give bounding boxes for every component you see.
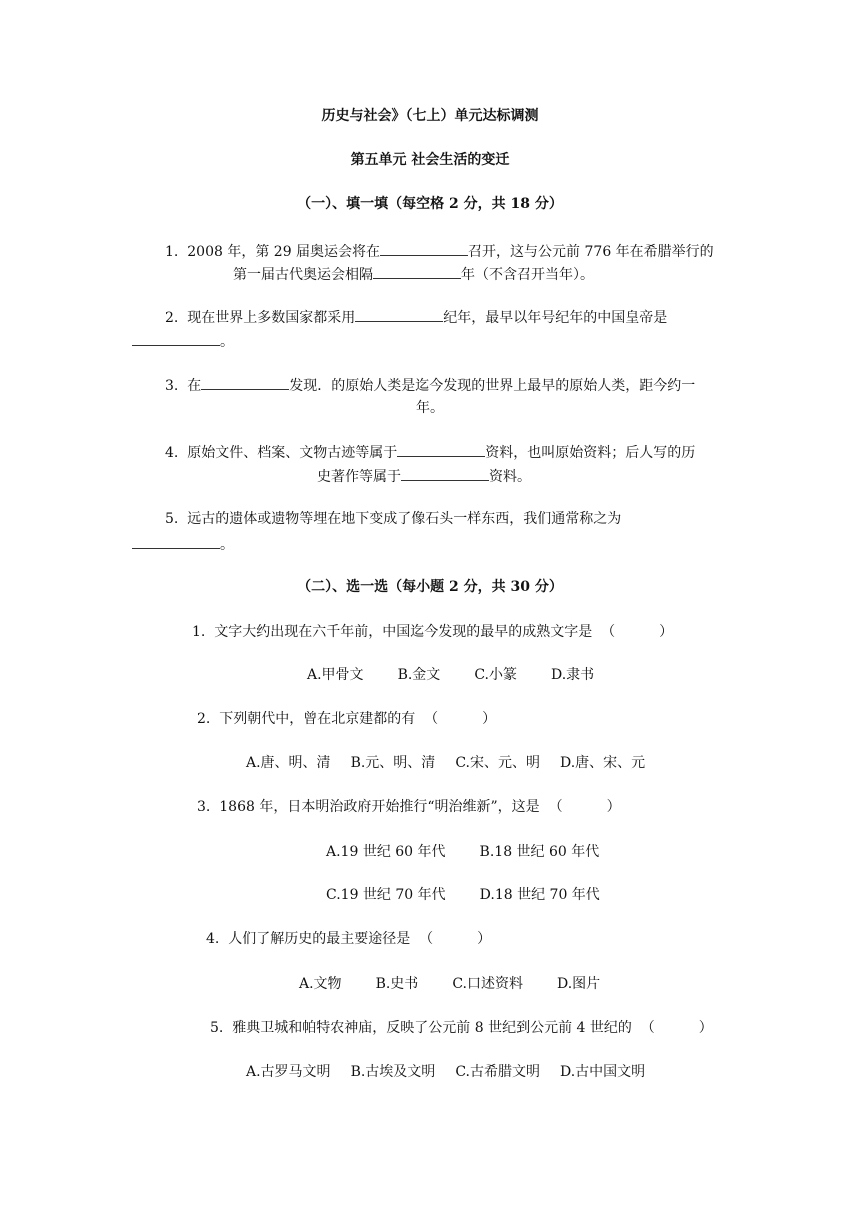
choice-question-2: 2. 下列朝代中，曾在北京建都的有 （ ） <box>197 711 497 727</box>
choice-question-5-options <box>246 1062 645 1082</box>
unit-subtitle: 第五单元 社会生活的变迁 <box>350 152 510 168</box>
section2-heading: （二）、选一选（每小题 2 分，共 30 分） <box>297 579 563 595</box>
option-a[interactable]: A.文物 <box>299 976 342 992</box>
option-a[interactable]: A.甲骨文 <box>307 667 364 683</box>
fill-question-2-line1: 2. 现在世界上多数国家都采用 纪年，最早以年号纪年的中国皇帝是 <box>165 306 667 328</box>
option-a[interactable]: A.19 世纪 60 年代 <box>326 844 446 860</box>
fill-question-4-line1: 4. 原始文件、档案、文物古迹等属于 资料，也叫原始资料；后人写的历 <box>165 441 695 463</box>
fill-question-5-line2: 。 <box>132 533 234 555</box>
option-a[interactable]: A.唐、明、清 <box>246 755 331 771</box>
option-b[interactable]: B.金文 <box>397 667 441 683</box>
fill-question-4-line2: 史著作等属于 资料。 <box>317 465 531 487</box>
question-number: 1. <box>192 624 206 640</box>
answer-blank[interactable] <box>397 441 485 457</box>
question-number: 3. <box>165 378 179 394</box>
question-number: 2. <box>165 310 179 326</box>
answer-blank[interactable] <box>201 374 289 390</box>
fill-question-3-line2: 年。 <box>416 400 444 416</box>
question-number: 4. <box>165 445 179 461</box>
option-d[interactable]: D.隶书 <box>550 667 595 683</box>
answer-blank[interactable] <box>132 330 220 346</box>
choice-question-1-options <box>307 665 594 685</box>
choice-question-4-options <box>299 974 600 994</box>
choice-question-3-options-row1 <box>326 842 599 862</box>
option-d[interactable]: D.古中国文明 <box>559 1064 646 1080</box>
option-c[interactable]: C.古希腊文明 <box>455 1064 540 1080</box>
fill-question-1-line1: 1. 2008 年，第 29 届奥运会将在 召开，这与公元前 776 年在希腊举行的 <box>165 240 714 262</box>
fill-question-2-line2: 。 <box>132 330 234 352</box>
question-number: 5. <box>210 1020 224 1036</box>
choice-question-5: 5. 雅典卫城和帕特农神庙，反映了公元前 8 世纪到公元前 4 世纪的 （ ） <box>210 1020 713 1036</box>
answer-blank[interactable] <box>401 465 489 481</box>
question-number: 2. <box>197 711 211 727</box>
option-b[interactable]: B.史书 <box>375 976 419 992</box>
question-number: 1. <box>165 244 179 260</box>
answer-blank[interactable] <box>132 533 220 549</box>
option-c[interactable]: C.19 世纪 70 年代 <box>326 887 446 903</box>
answer-blank[interactable] <box>373 263 461 279</box>
question-number: 5. <box>165 511 179 527</box>
choice-question-2-options <box>246 753 645 773</box>
question-number: 4. <box>206 931 220 947</box>
fill-question-3-line1: 3. 在 发现．的原始人类是迄今发现的世界上最早的原始人类，距今约一 <box>165 374 695 396</box>
option-a[interactable]: A.古罗马文明 <box>246 1064 331 1080</box>
question-number: 3. <box>197 799 211 815</box>
option-b[interactable]: B.元、明、清 <box>350 755 436 771</box>
option-d[interactable]: D.唐、宋、元 <box>559 755 646 771</box>
answer-blank[interactable] <box>380 240 468 256</box>
option-c[interactable]: C.小篆 <box>474 667 517 683</box>
option-c[interactable]: C.宋、元、明 <box>455 755 540 771</box>
fill-question-5-line1: 5. 远古的遗体或遗物等埋在地下变成了像石头一样东西，我们通常称之为 <box>165 511 622 527</box>
choice-question-3: 3. 1868 年，日本明治政府开始推行“明治维新”，这是 （ ） <box>197 799 621 815</box>
choice-question-1: 1. 文字大约出现在六千年前，中国迄今发现的最早的成熟文字是 （ ） <box>192 624 674 640</box>
option-d[interactable]: D.18 世纪 70 年代 <box>479 887 600 903</box>
choice-question-3-options-row2 <box>326 885 600 905</box>
option-c[interactable]: C.口述资料 <box>452 976 523 992</box>
option-b[interactable]: B.古埃及文明 <box>350 1064 436 1080</box>
section1-heading: （一）、填一填（每空格 2 分，共 18 分） <box>297 196 563 212</box>
fill-question-1-line2: 第一届古代奥运会相隔 年（不含召开当年）。 <box>233 263 594 285</box>
answer-blank[interactable] <box>355 306 443 322</box>
choice-question-4: 4. 人们了解历史的最主要途径是 （ ） <box>206 931 492 947</box>
document-title: 历史与社会》（七上）单元达标调测 <box>321 108 539 124</box>
option-d[interactable]: D.图片 <box>556 976 601 992</box>
option-b[interactable]: B.18 世纪 60 年代 <box>479 844 600 860</box>
